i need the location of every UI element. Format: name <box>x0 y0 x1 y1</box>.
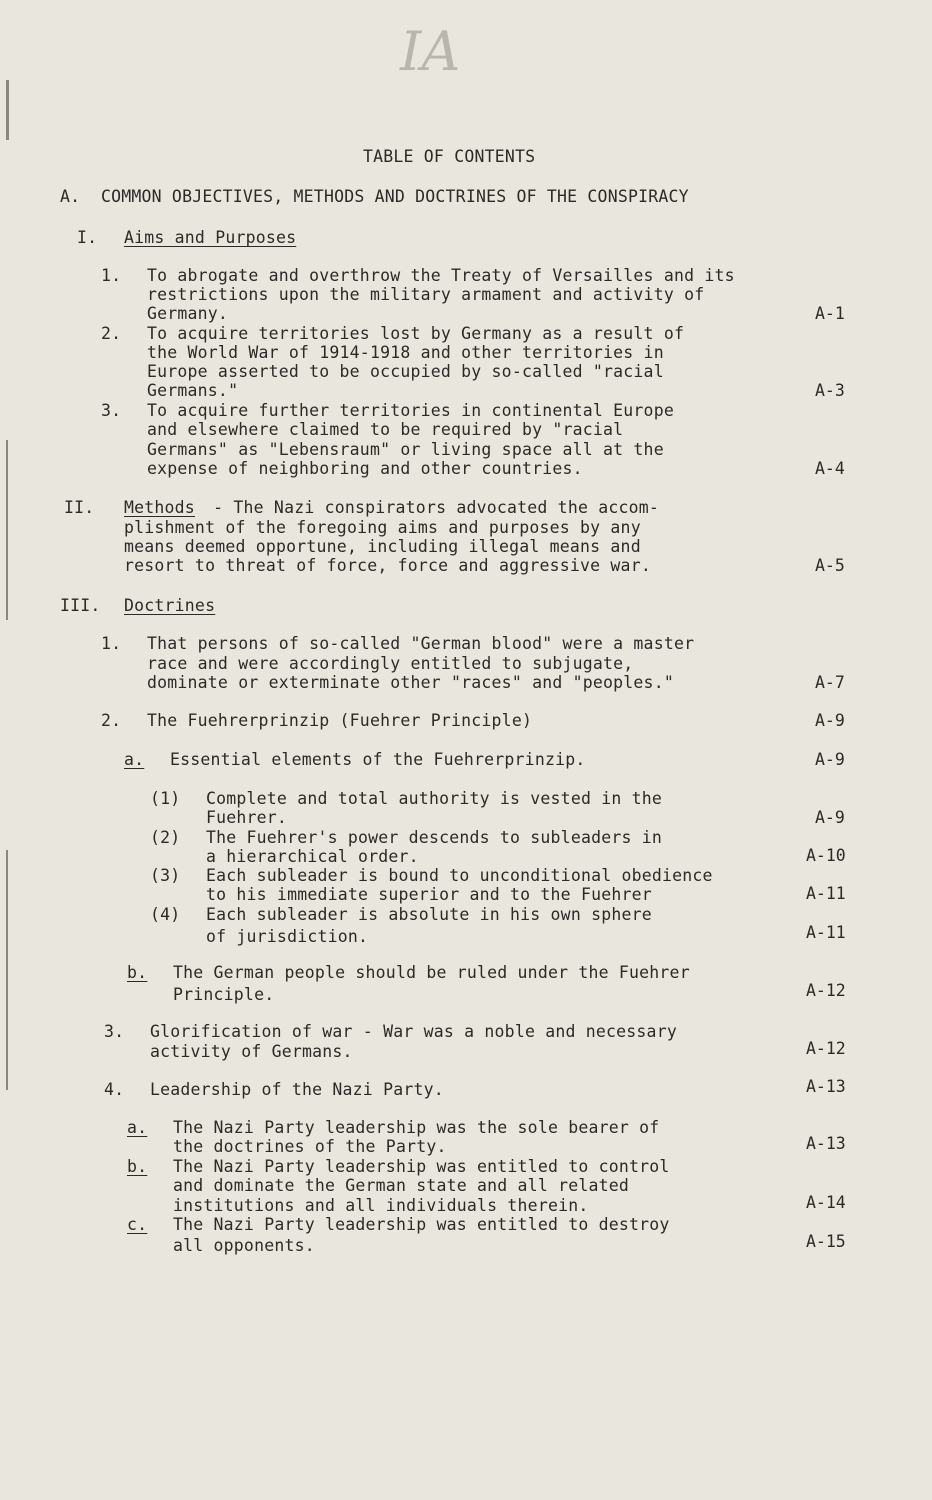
page-ref: A-4 <box>815 459 845 478</box>
element-line: The Fuehrer's power descends to subleaders in <box>206 828 663 847</box>
leadership-line: The Nazi Party leadership was entitled to destroy <box>173 1215 670 1234</box>
element-line: a hierarchical order. <box>206 847 419 866</box>
methods-line: means deemed opportune, including illegal means and <box>124 537 641 556</box>
leadership-line: all opponents. <box>173 1236 315 1255</box>
aims-item-line: Germans" as "Lebensraum" or living space all at the <box>147 440 664 459</box>
sub-item-letter: c. <box>127 1215 148 1234</box>
element-number: (1) <box>150 789 181 808</box>
section-a-title: COMMON OBJECTIVES, METHODS AND DOCTRINES OF THE CONSPIRACY <box>101 187 689 206</box>
aims-number: I. <box>77 228 98 247</box>
page-ref: A-10 <box>806 846 846 865</box>
doctrine-line: Glorification of war - War was a noble and necessary <box>150 1022 677 1041</box>
page-ref: A-12 <box>806 1039 846 1058</box>
page-ref: A-5 <box>815 556 845 575</box>
aims-item-line: Germany. <box>147 304 229 323</box>
doctrine-number: 3. <box>104 1022 125 1041</box>
element-line: to his immediate superior and to the Fuehrer <box>206 885 652 904</box>
element-number: (2) <box>150 828 181 847</box>
page-ref: A-13 <box>806 1134 846 1153</box>
aims-heading: Aims and Purposes <box>124 228 297 247</box>
page-ref: A-11 <box>806 923 846 942</box>
page-ref: A-7 <box>815 673 845 692</box>
page-title: TABLE OF CONTENTS <box>363 147 536 166</box>
leadership-line: institutions and all individuals therein. <box>173 1196 589 1215</box>
page-ref: A-9 <box>815 750 845 769</box>
binding-edge-mark <box>6 850 8 1090</box>
sub-item-letter: a. <box>127 1118 148 1137</box>
doctrine-line: dominate or exterminate other "races" and "peoples." <box>147 673 674 692</box>
leadership-line: the doctrines of the Party. <box>173 1137 447 1156</box>
doctrine-number: 2. <box>101 711 122 730</box>
element-line: Fuehrer. <box>206 808 288 827</box>
element-number: (4) <box>150 905 181 924</box>
page-ref: A-9 <box>815 711 845 730</box>
binding-edge-mark <box>6 440 8 620</box>
element-line: Each subleader is absolute in his own sphere <box>206 905 652 924</box>
methods-heading: Methods <box>124 498 195 517</box>
doctrine-line: The German people should be ruled under the Fuehrer <box>173 963 690 982</box>
page-ref: A-11 <box>806 884 846 903</box>
leadership-line: The Nazi Party leadership was the sole bearer of <box>173 1118 660 1137</box>
page-ref: A-3 <box>815 381 845 400</box>
page-ref: A-1 <box>815 304 845 323</box>
aims-item-line: Europe asserted to be occupied by so-called "racial <box>147 362 664 381</box>
doctrine-number: 4. <box>104 1080 125 1099</box>
doctrines-number: III. <box>60 596 101 615</box>
doctrine-line: activity of Germans. <box>150 1042 353 1061</box>
aims-item-line: To abrogate and overthrow the Treaty of Versailles and its <box>147 266 735 285</box>
page-ref: A-15 <box>806 1232 846 1251</box>
aims-item-line: Germans." <box>147 381 239 400</box>
handwritten-mark: IA <box>400 20 461 83</box>
methods-number: II. <box>64 498 95 517</box>
doctrine-line: Essential elements of the Fuehrerprinzip. <box>170 750 586 769</box>
methods-line: plishment of the foregoing aims and purposes by any <box>124 518 641 537</box>
aims-item-number: 3. <box>101 401 122 420</box>
sub-item-letter: b. <box>127 963 148 982</box>
page-ref: A-9 <box>815 808 845 827</box>
doctrine-line: Leadership of the Nazi Party. <box>150 1080 444 1099</box>
aims-item-line: To acquire further territories in continental Europe <box>147 401 674 420</box>
section-a-number: A. <box>60 187 81 206</box>
doctrine-line: race and were accordingly entitled to subjugate, <box>147 654 634 673</box>
page-ref: A-13 <box>806 1077 846 1096</box>
leadership-line: The Nazi Party leadership was entitled to control <box>173 1157 670 1176</box>
element-number: (3) <box>150 866 181 885</box>
aims-item-line: To acquire territories lost by Germany as a result of <box>147 324 685 343</box>
element-line: of jurisdiction. <box>206 927 369 946</box>
element-line: Complete and total authority is vested in the <box>206 789 663 808</box>
aims-item-line: and elsewhere claimed to be required by "racial <box>147 420 624 439</box>
element-line: Each subleader is bound to unconditional obedience <box>206 866 713 885</box>
page-ref: A-14 <box>806 1193 846 1212</box>
doctrine-line: The Fuehrerprinzip (Fuehrer Principle) <box>147 711 533 730</box>
aims-item-number: 2. <box>101 324 122 343</box>
aims-item-line: restrictions upon the military armament and activity of <box>147 285 705 304</box>
doctrine-line: That persons of so-called "German blood" were a master <box>147 634 695 653</box>
aims-item-line: expense of neighboring and other countries. <box>147 459 583 478</box>
leadership-line: and dominate the German state and all related <box>173 1176 630 1195</box>
doctrine-number: 1. <box>101 634 122 653</box>
aims-item-line: the World War of 1914-1918 and other territories in <box>147 343 664 362</box>
page-ref: A-12 <box>806 981 846 1000</box>
sub-item-letter: a. <box>124 750 145 769</box>
methods-line: - The Nazi conspirators advocated the accom- <box>203 498 660 517</box>
methods-line: resort to threat of force, force and aggressive war. <box>124 556 651 575</box>
doctrines-heading: Doctrines <box>124 596 216 615</box>
binding-edge-mark <box>6 80 9 140</box>
doctrine-line: Principle. <box>173 985 275 1004</box>
aims-item-number: 1. <box>101 266 122 285</box>
sub-item-letter: b. <box>127 1157 148 1176</box>
